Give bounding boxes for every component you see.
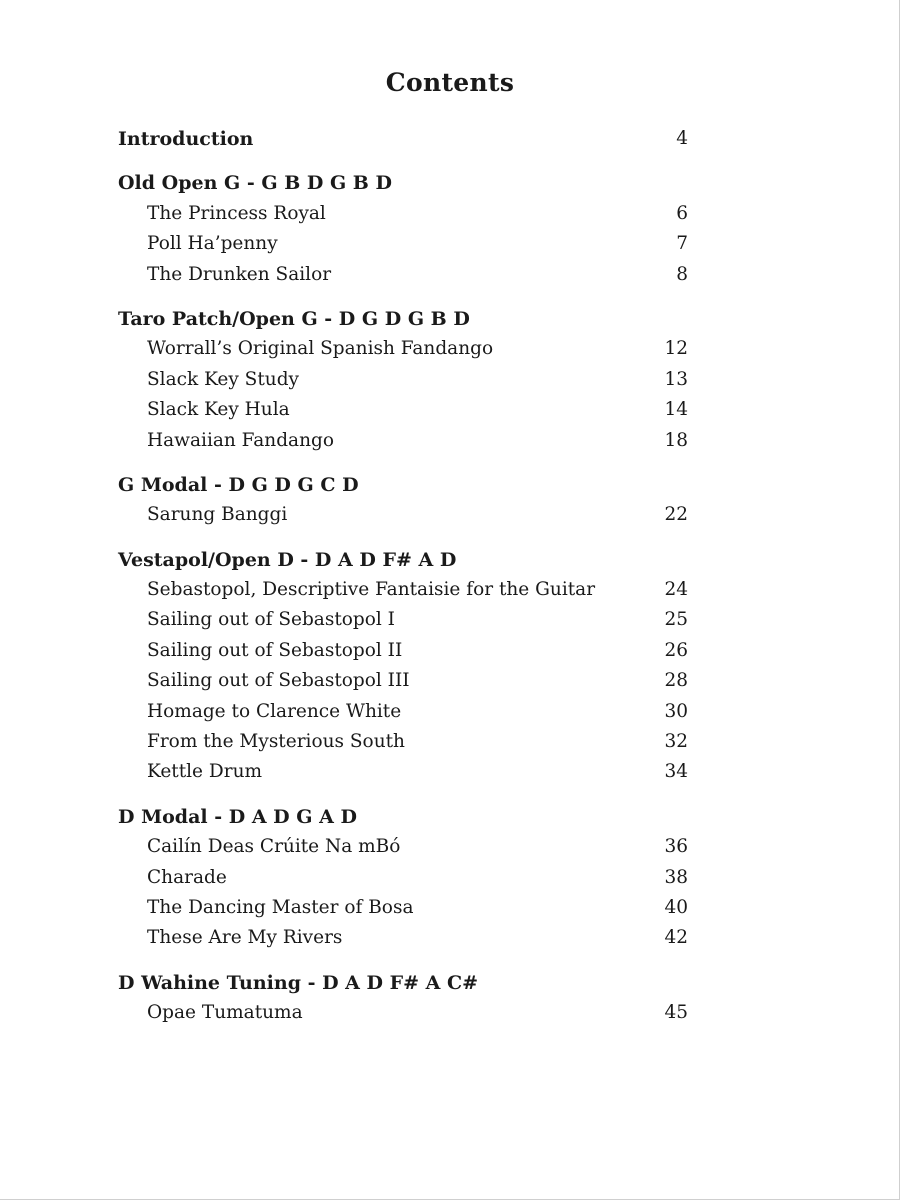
toc-entry-title: Charade <box>147 866 227 888</box>
toc-introduction-page: 4 <box>676 128 688 149</box>
toc-entry-title: The Dancing Master of Bosa <box>147 896 414 918</box>
toc-entry-page: 28 <box>664 670 688 692</box>
toc-entry-page: 14 <box>664 399 688 421</box>
toc-entry-title: Slack Key Hula <box>147 399 290 421</box>
toc-entry-page: 40 <box>664 896 688 918</box>
toc-entry-title: Sailing out of Sebastopol III <box>147 670 410 692</box>
toc-entry-title: Homage to Clarence White <box>147 700 402 722</box>
toc-entry[interactable] <box>118 500 698 530</box>
toc-entry-title: Hawaiian Fandango <box>147 429 334 451</box>
section-heading-label: G Modal - D G D G C D <box>118 473 359 496</box>
toc-section-heading <box>118 304 698 334</box>
toc-entry-page: 7 <box>676 233 688 255</box>
toc-entry[interactable] <box>118 893 698 923</box>
toc-entry-title: The Princess Royal <box>147 202 326 224</box>
toc-introduction-row[interactable] <box>118 124 698 154</box>
section-heading-label: D Modal - D A D G A D <box>118 805 357 828</box>
toc-entry[interactable] <box>118 998 698 1028</box>
toc-entry-page: 18 <box>664 429 688 451</box>
toc-entry-title: Worrall’s Original Spanish Fandango <box>147 338 494 360</box>
toc-entry[interactable] <box>118 426 698 456</box>
toc-entry-title: Opae Tumatuma <box>147 1002 303 1024</box>
toc-entry[interactable] <box>118 229 698 259</box>
section-heading-label: Taro Patch/Open G - D G D G B D <box>118 307 470 330</box>
toc-section-heading <box>118 968 698 998</box>
toc-section-heading <box>118 802 698 832</box>
toc-introduction-label: Introduction <box>118 128 254 150</box>
toc-entry[interactable] <box>118 923 698 953</box>
toc-entry[interactable] <box>118 697 698 727</box>
toc-section-heading <box>118 545 698 575</box>
toc-entry-title: Slack Key Study <box>147 368 299 390</box>
toc-entry-page: 38 <box>664 866 688 888</box>
toc-entry[interactable] <box>118 365 698 395</box>
toc-entry[interactable] <box>118 666 698 696</box>
toc-entry[interactable] <box>118 832 698 862</box>
toc-entry-page: 36 <box>664 836 688 858</box>
toc-entry[interactable] <box>118 199 698 229</box>
toc-entry-page: 32 <box>664 731 688 753</box>
toc-entry[interactable] <box>118 636 698 666</box>
toc-entry-title: Poll Ha’penny <box>147 233 278 255</box>
toc-entry-page: 34 <box>664 761 688 783</box>
toc-entry-page: 22 <box>664 504 688 526</box>
toc-entry-page: 45 <box>664 1002 688 1024</box>
toc-section-heading <box>118 470 698 500</box>
toc-entry[interactable] <box>118 727 698 757</box>
section-heading-label: D Wahine Tuning - D A D F# A C# <box>118 971 479 994</box>
section-heading-label: Vestapol/Open D - D A D F# A D <box>118 548 457 571</box>
toc-entry-title: Sailing out of Sebastopol II <box>147 639 403 661</box>
toc-entry-page: 13 <box>664 368 688 390</box>
toc-entry-page: 30 <box>664 700 688 722</box>
toc-entry-title: Sarung Banggi <box>147 504 288 526</box>
toc-entry[interactable] <box>118 334 698 364</box>
toc-entry[interactable] <box>118 260 698 290</box>
toc-entry-page: 25 <box>664 609 688 631</box>
toc-entry-page: 24 <box>664 579 688 601</box>
toc-entry[interactable] <box>118 605 698 635</box>
toc-entry-title: The Drunken Sailor <box>147 263 332 285</box>
toc-entry-title: Kettle Drum <box>147 761 263 783</box>
table-of-contents <box>118 124 698 1029</box>
toc-entry-page: 6 <box>676 202 688 224</box>
toc-entry-title: Sebastopol, Descriptive Fantaisie for the Guitar <box>147 579 596 601</box>
section-heading-label: Old Open G - G B D G B D <box>118 172 392 195</box>
toc-entry-page: 12 <box>664 338 688 360</box>
toc-entry-title: Sailing out of Sebastopol I <box>147 609 395 631</box>
page-title: Contents <box>385 68 515 97</box>
toc-entry[interactable] <box>118 757 698 787</box>
toc-entry-page: 42 <box>664 927 688 949</box>
toc-entry[interactable] <box>118 395 698 425</box>
toc-entry-page: 8 <box>676 263 688 285</box>
toc-entry-page: 26 <box>664 639 688 661</box>
toc-entry-title: These Are My Rivers <box>147 927 343 949</box>
toc-section-heading <box>118 168 698 198</box>
toc-entry-title: From the Mysterious South <box>147 731 405 753</box>
toc-entry-title: Cailín Deas Crúite Na mBó <box>147 836 401 858</box>
toc-entry[interactable] <box>118 863 698 893</box>
toc-entry[interactable] <box>118 575 698 605</box>
